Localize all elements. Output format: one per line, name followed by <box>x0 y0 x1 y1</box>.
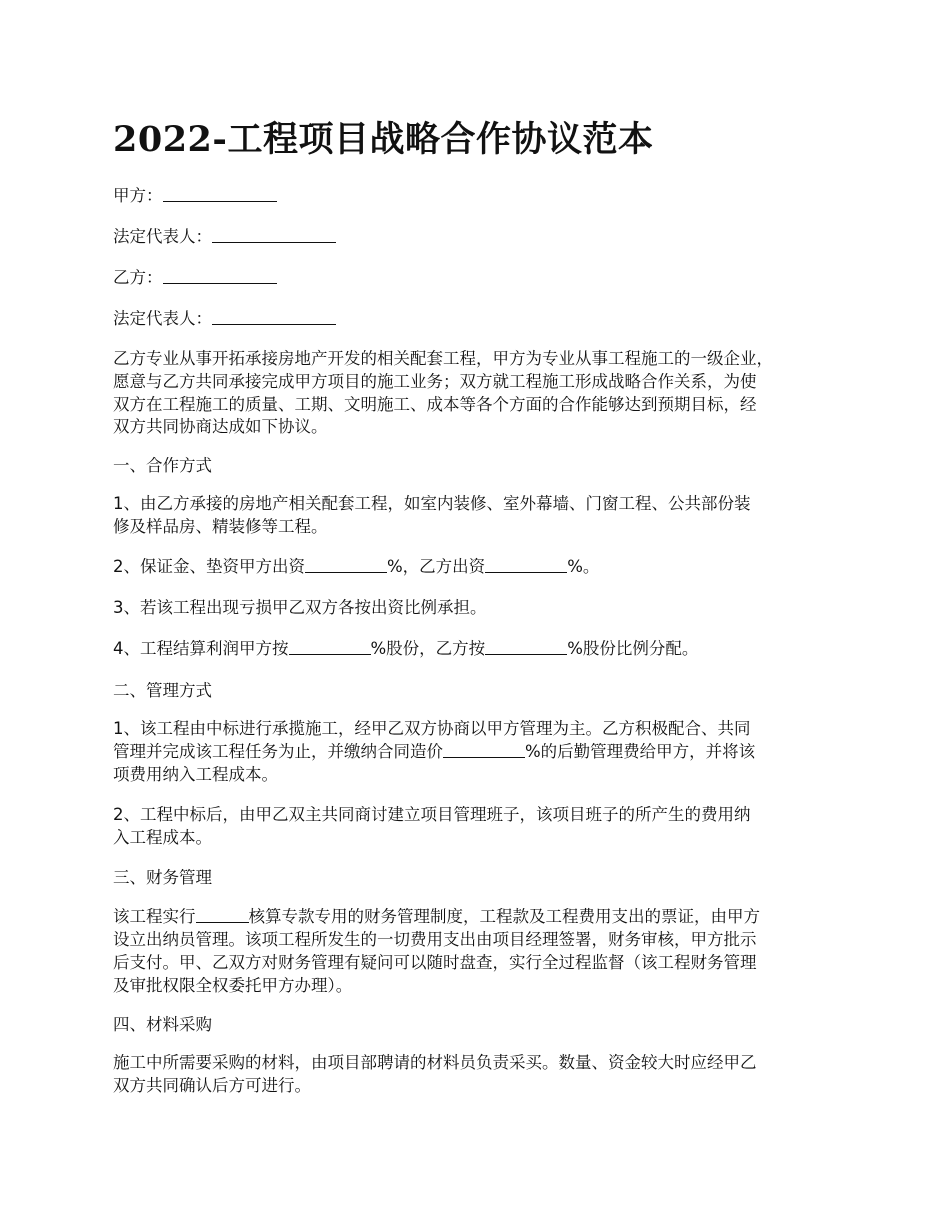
party-a-profit-blank[interactable] <box>289 638 371 655</box>
s2-item1-line-1: 1、该工程由中标进行承揽施工，经甲乙双方协商以甲方管理为主。乙方积极配合、共同 <box>113 719 751 738</box>
s2-item1-line-2 <box>113 741 755 764</box>
s2-item1-text-b: %的后勤管理费给甲方，并将该 <box>525 742 756 761</box>
party-a-blank[interactable] <box>163 185 277 202</box>
party-b-blank[interactable] <box>163 267 277 284</box>
s1-item4 <box>113 638 698 661</box>
party-b-rep-blank[interactable] <box>212 308 336 325</box>
party-b-line <box>113 267 277 290</box>
s1-item4-text-b: %股份，乙方按 <box>370 639 486 658</box>
intro-line-4: 双方共同协商达成如下协议。 <box>113 417 328 436</box>
party-b-label: 乙方： <box>113 268 163 287</box>
s1-item2-text-a: 2、保证金、垫资甲方出资 <box>113 557 305 576</box>
section4-heading: 四、材料采购 <box>113 1015 212 1034</box>
party-b-profit-blank[interactable] <box>485 638 567 655</box>
s3-text-b: 核算专款专用的财务管理制度，工程款及工程费用支出的票证，由甲方 <box>248 907 760 926</box>
s1-item2 <box>113 556 599 579</box>
party-b-rep-label: 法定代表人： <box>113 309 212 328</box>
s1-item1-line-1: 1、由乙方承接的房地产相关配套工程，如室内装修、室外幕墙、门窗工程、公共部份装 <box>113 494 751 513</box>
intro-line-1: 乙方专业从事开拓承接房地产开发的相关配套工程，甲方为专业从事工程施工的一级企业， <box>113 349 773 368</box>
party-a-label: 甲方： <box>113 186 163 205</box>
section2-heading: 二、管理方式 <box>113 681 212 700</box>
s1-item2-text-b: %，乙方出资 <box>387 557 486 576</box>
party-a-rep-blank[interactable] <box>212 226 336 243</box>
accounting-type-blank[interactable] <box>196 906 249 923</box>
s1-item1-line-2: 修及样品房、精装修等工程。 <box>113 517 328 536</box>
s1-item4-text-c: %股份比例分配。 <box>567 639 699 658</box>
s1-item4-text-a: 4、工程结算利润甲方按 <box>113 639 289 658</box>
party-a-rep-line <box>113 226 336 249</box>
s2-item1-text-a: 管理并完成该工程任务为止，并缴纳合同造价 <box>113 742 443 761</box>
party-b-rep-line <box>113 308 336 331</box>
s3-line-3: 后支付。甲、乙双方对财务管理有疑问可以随时盘查，实行全过程监督（该工程财务管理 <box>113 953 757 972</box>
management-fee-blank[interactable] <box>443 741 525 758</box>
intro-line-2: 愿意与乙方共同承接完成甲方项目的施工业务；双方就工程施工形成战略合作关系，为使 <box>113 372 757 391</box>
s3-line-2: 设立出纳员管理。该项工程所发生的一切费用支出由项目经理签署，财务审核，甲方批示 <box>113 930 757 949</box>
s3-line-4: 及审批权限全权委托甲方办理）。 <box>113 976 353 995</box>
s1-item2-text-c: %。 <box>567 557 600 576</box>
section1-heading: 一、合作方式 <box>113 456 212 475</box>
s2-item2-line-1: 2、工程中标后，由甲乙双主共同商讨建立项目管理班子，该项目班子的所产生的费用纳 <box>113 805 751 824</box>
s3-text-a: 该工程实行 <box>113 907 196 926</box>
intro-line-3: 双方在工程施工的质量、工期、文明施工、成本等各个方面的合作能够达到预期目标，经 <box>113 395 757 414</box>
s3-line-1 <box>113 906 760 929</box>
s2-item1-line-3: 项费用纳入工程成本。 <box>113 765 278 784</box>
s2-item2-line-2: 入工程成本。 <box>113 828 212 847</box>
s4-line-2: 双方共同确认后方可进行。 <box>113 1076 311 1095</box>
s1-item3: 3、若该工程出现亏损甲乙双方各按出资比例承担。 <box>113 598 487 617</box>
section3-heading: 三、财务管理 <box>113 868 212 887</box>
party-a-rep-label: 法定代表人： <box>113 227 212 246</box>
party-b-deposit-blank[interactable] <box>485 556 567 573</box>
s4-line-1: 施工中所需要采购的材料，由项目部聘请的材料员负责采买。数量、资金较大时应经甲乙 <box>113 1053 757 1072</box>
document-title: 2022-工程项目战略合作协议范本 <box>113 119 654 160</box>
party-a-deposit-blank[interactable] <box>305 556 387 573</box>
party-a-line <box>113 185 277 208</box>
